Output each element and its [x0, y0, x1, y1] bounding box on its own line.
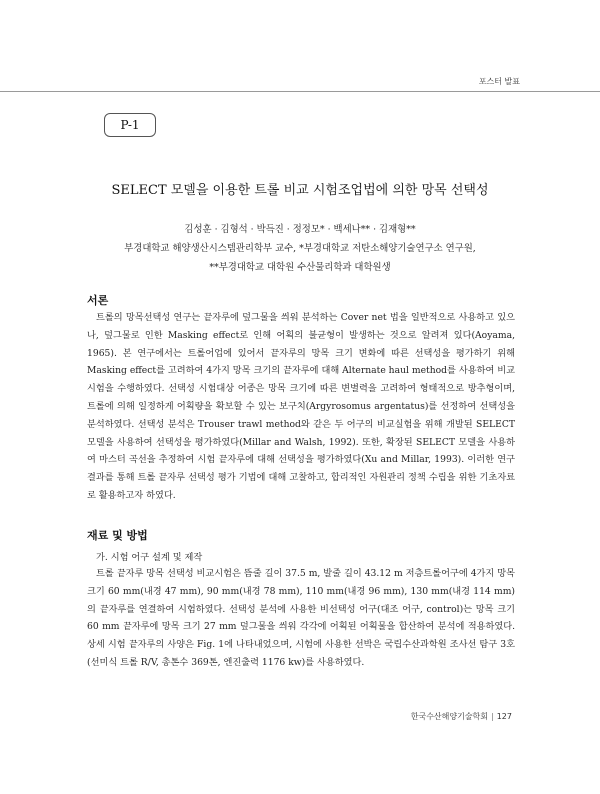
- poster-id: P-1: [120, 118, 140, 132]
- author-affiliation-1: 부경대학교 해양생산시스템관리학부 교수, *부경대학교 저탄소해양기술연구소 연구원,: [124, 243, 476, 254]
- methods-paragraph: 트롤 끝자루 망목 선택성 비교시험은 뜸줄 길이 37.5 m, 발줄 길이 43.12 m 저층트롤어구에 4가지 망목 크기 60 mm(내경 47 mm), 90 mm(내경 78 mm), 110 mm(내경 96 mm), 130 mm(내경 114 mm)의 끝자루를 연결하여 시험하였다. 선택성 분석에 사용한 비선택성 어구(대조 어구, control)는 망목 크기 60 mm 끝자루에 망목 크기 27 mm 덮그물을 씌워 각각에 어획된 어획물을 합산하여 분석에 적용하였다. 상세 시험 끝자루의 사양은 Fig. 1에 나타내었으며, 시험에 사용한 선박은 국립수산과학원 조사선 탐구 3호 (선미식 트롤 R/V, 총톤수 369톤, 엔진출력 1176 kw)를 사용하였다.: [87, 568, 515, 668]
- intro-heading: 서론: [87, 294, 109, 307]
- page-number: 127: [496, 712, 512, 721]
- methods-subheading: 가. 시험 어구 설계 및 제작: [96, 552, 203, 563]
- page-footer: [411, 711, 512, 722]
- author-affiliation-2: **부경대학교 대학원 수산물리학과 대학원생: [209, 262, 391, 273]
- author-names: 김성훈 · 김형석 · 박득진 · 정정모* · 백세나** · 김재형**: [184, 224, 416, 235]
- section-tag: 포스터 발표: [478, 77, 520, 86]
- methods-heading: 재료 및 방법: [87, 529, 148, 542]
- footer-separator: |: [491, 712, 494, 721]
- poster-id-box: [104, 113, 156, 137]
- header-divider: [0, 91, 600, 92]
- intro-paragraph: 트롤의 망목선택성 연구는 끝자루에 덮그물을 씌워 분석하는 Cover net 법을 일반적으로 사용하고 있으나, 덮그물로 인한 Masking effect로 인해 어획의 불균형이 발생하는 것으로 알려져 있다(Aoyama, 1965). 본 연구에서는 트롤어업에 있어서 끝자루의 망목 크기 변화에 따른 선택성을 평가하기 위해 Masking effect를 고려하여 4가지 망목 크기의 끝자루에 대해 Alternate haul method를 사용하여 비교시험을 수행하였다. 선택성 시험대상 어종은 망목 크기에 따른 변별력을 고려하여 형태적으로 방추형이며, 트롤에 의해 일정하게 어획량을 확보할 수 있는 보구치(Argyrosomus argentatus)를 선정하여 선택성을 분석하였다. 선택성 분석은 Trouser trawl method와 같은 두 어구의 비교실험을 위해 개발된 SELECT 모델을 사용하여 선택성을 평가하였다(Millar and Walsh, 1992). 또한, 확장된 SELECT 모델을 사용하여 마스터 곡선을 추정하여 시험 끝자루에 대해 선택성을 평가하였다(Xu and Millar, 1993). 이러한 연구 결과를 통해 트롤 끝자루 선택성 평가 기법에 대해 고찰하고, 합리적인 자원관리 정책 수립을 위한 기초자료로 활용하고자 하였다.: [87, 312, 515, 501]
- author-block: [0, 220, 600, 277]
- paper-title: SELECT 모델을 이용한 트롤 비교 시험조업법에 의한 망목 선택성: [111, 183, 489, 198]
- footer-society: 한국수산해양기술학회: [410, 712, 489, 721]
